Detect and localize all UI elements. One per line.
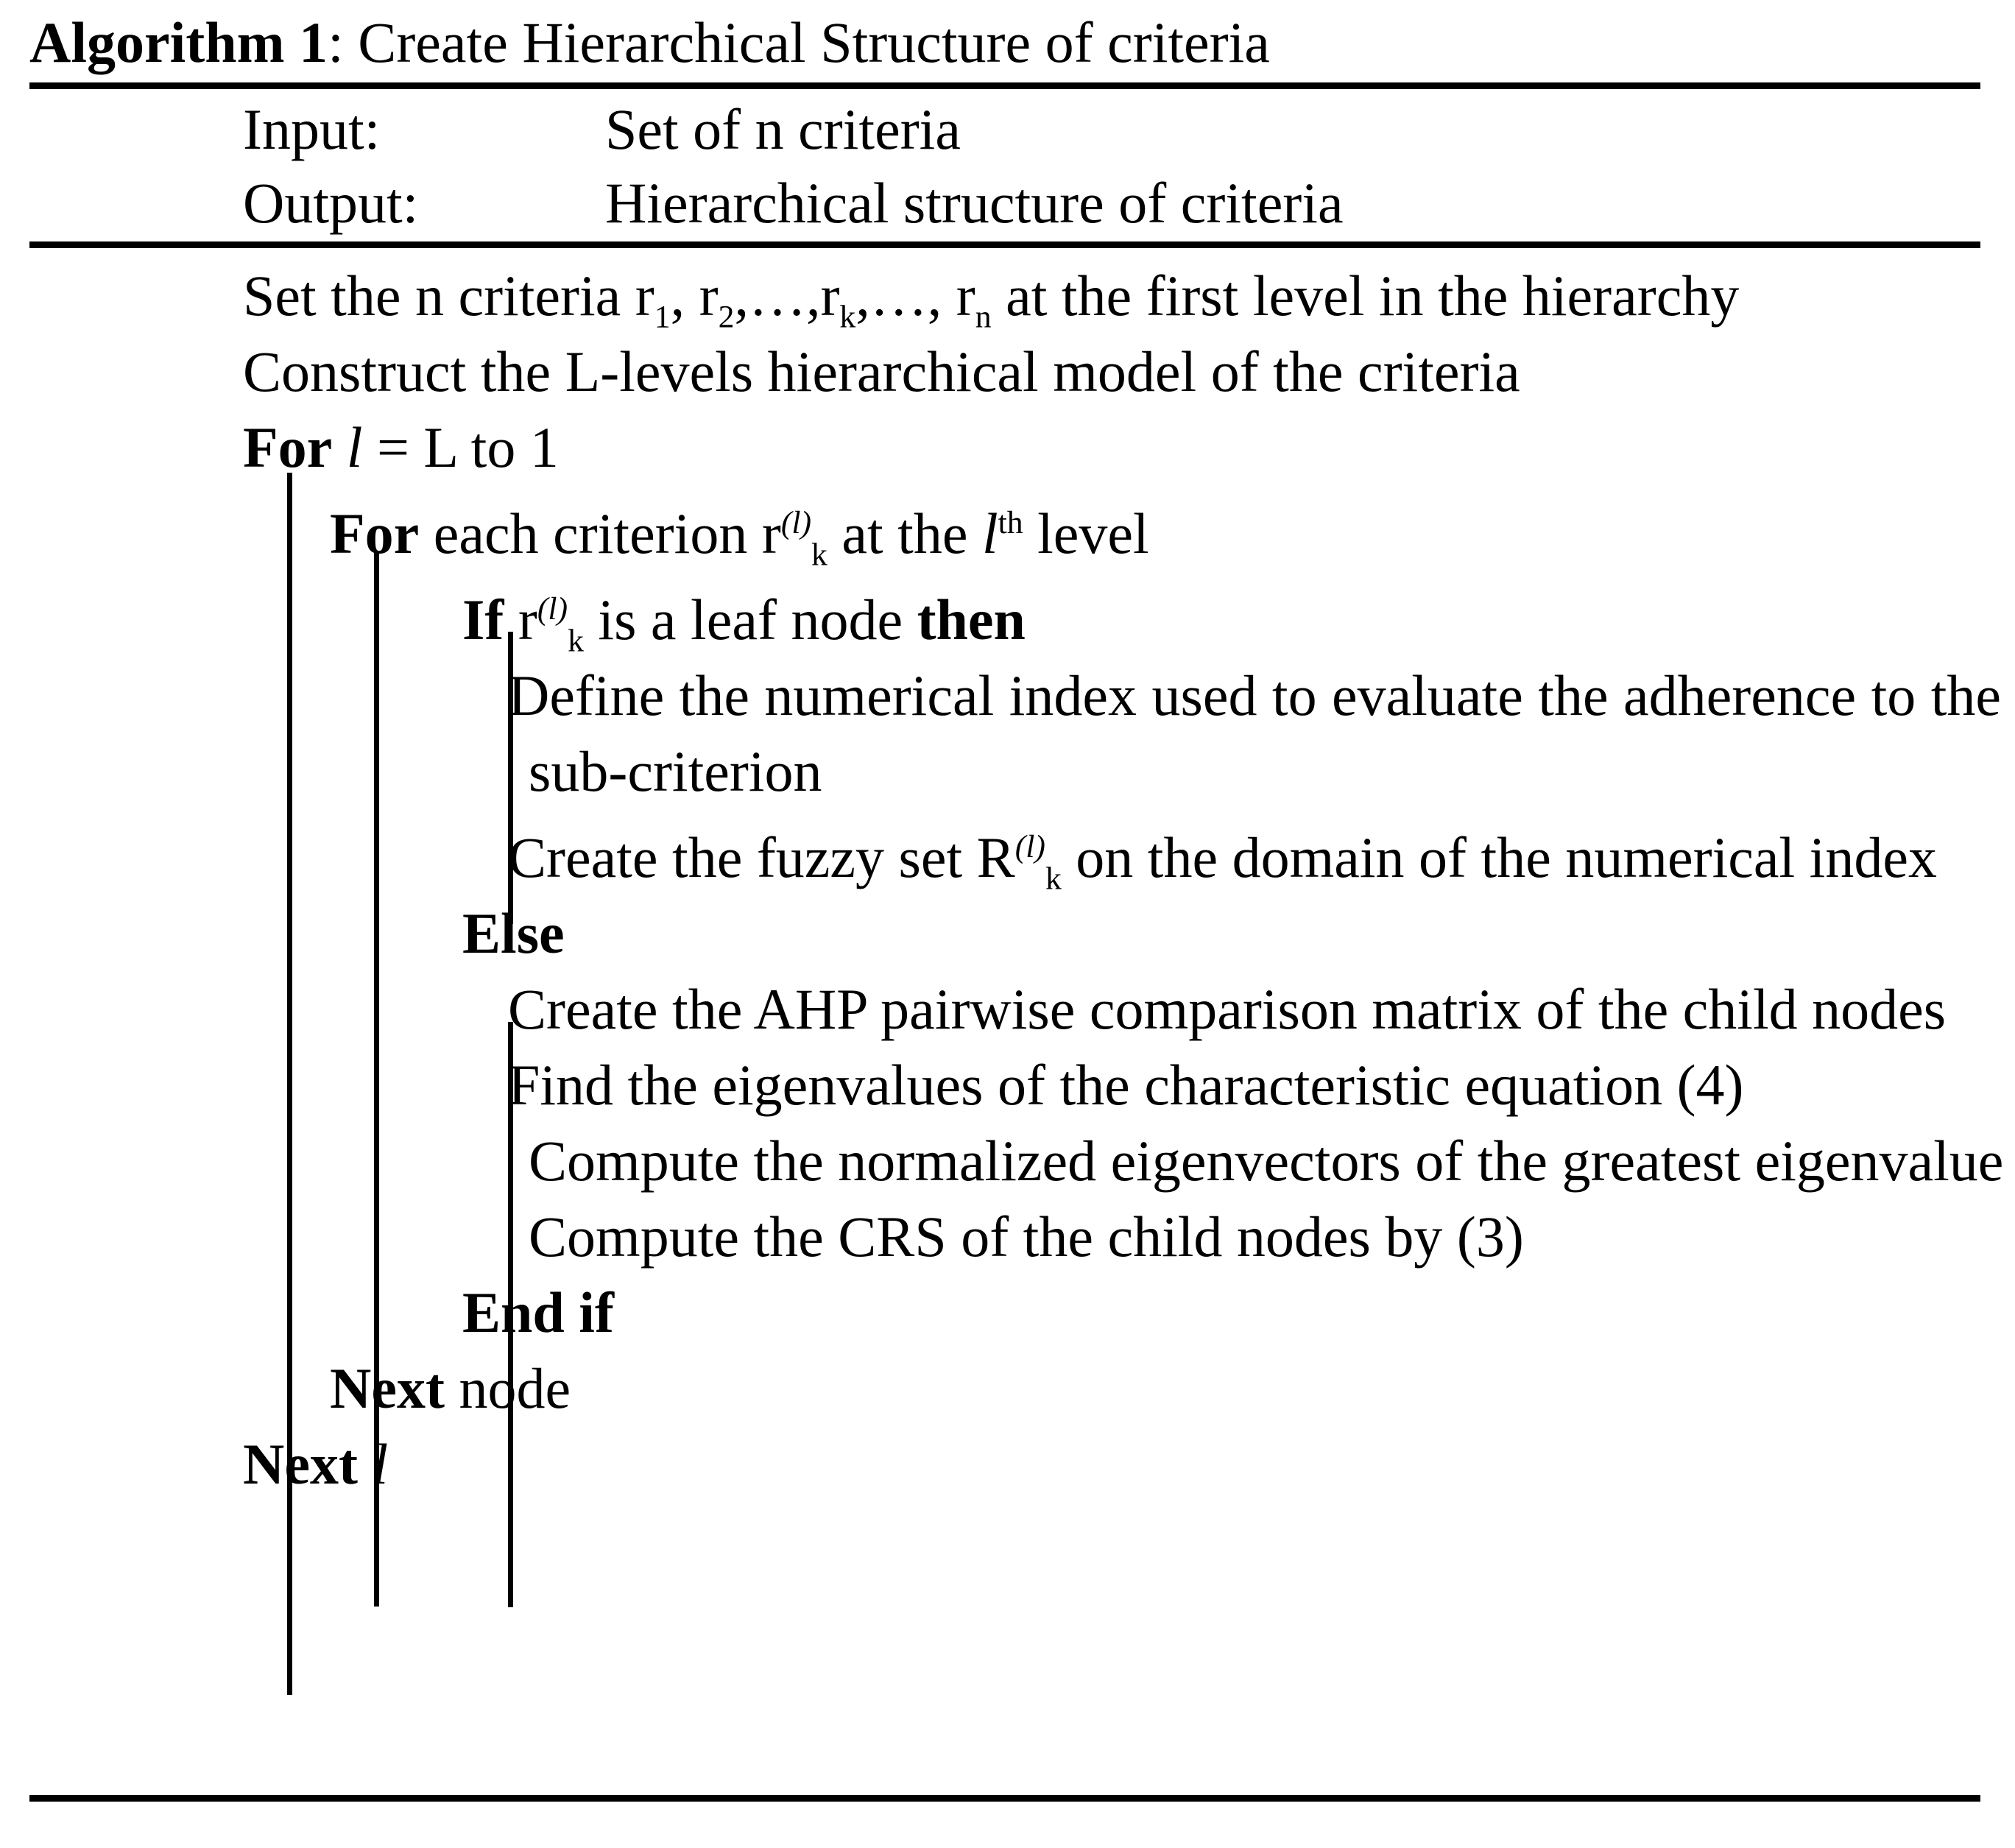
if-keyword: If bbox=[462, 588, 504, 652]
algorithm-title-rest: : Create Hierarchical Structure of criteria bbox=[328, 10, 1270, 74]
step-end-if bbox=[462, 1274, 2015, 1350]
next-keyword: Next bbox=[243, 1432, 358, 1496]
sep-3: ,…, r bbox=[855, 264, 975, 328]
io-row-output bbox=[0, 166, 2015, 240]
io-block bbox=[0, 93, 2015, 240]
step-compute-crs: Compute the CRS of the child nodes by (3) bbox=[529, 1205, 1524, 1269]
if-pre: r bbox=[518, 588, 537, 652]
end-if-rest: if bbox=[579, 1280, 614, 1344]
for-range: = L to 1 bbox=[376, 415, 559, 479]
step-create-fuzzy-set bbox=[508, 809, 2001, 895]
step-for-each-criterion bbox=[330, 485, 2015, 571]
ordinal-th: th bbox=[998, 505, 1023, 540]
step-ahp-matrix: Create the AHP pairwise comparison matrix of the child nodes bbox=[508, 977, 1947, 1041]
for-each-pre: each criterion r bbox=[433, 501, 781, 565]
step-find-eigenvalues: Find the eigenvalues of the characteristic equation (4) bbox=[508, 1053, 1744, 1117]
sub-1: 1 bbox=[654, 299, 671, 335]
input-value: Set of n criteria bbox=[605, 97, 961, 161]
superscript-level: (l) bbox=[537, 591, 568, 627]
algorithm-body bbox=[0, 258, 2015, 1502]
subscript-k: k bbox=[1045, 861, 1062, 897]
step-for-level bbox=[243, 409, 2015, 485]
step-set-criteria bbox=[243, 258, 2015, 334]
step-set-criteria-pre: Set the n criteria r bbox=[243, 264, 654, 328]
io-row-input bbox=[0, 93, 2015, 166]
sep-1: , r bbox=[670, 264, 719, 328]
output-label: Output: bbox=[243, 171, 419, 235]
else-keyword: Else bbox=[462, 901, 565, 965]
loop-var-l: l bbox=[372, 1432, 389, 1496]
fuzzy-pre: Create the fuzzy set R bbox=[508, 825, 1015, 889]
loop-var-l: l bbox=[346, 415, 363, 479]
sub-k: k bbox=[839, 299, 856, 335]
output-value: Hierarchical structure of criteria bbox=[605, 171, 1344, 235]
next-keyword: Next bbox=[330, 1356, 445, 1420]
superscript-level: (l) bbox=[780, 505, 812, 540]
superscript-level: (l) bbox=[1014, 829, 1045, 864]
input-label: Input: bbox=[243, 97, 381, 161]
step-construct-model: Construct the L-levels hierarchical model of the criteria bbox=[243, 339, 1520, 403]
then-keyword: then bbox=[917, 588, 1026, 652]
level-var-l: l bbox=[981, 501, 998, 565]
step-compute-eigenvectors: Compute the normalized eigenvectors of the greatest eigenvalue bbox=[529, 1129, 2004, 1193]
for-keyword: For bbox=[243, 415, 333, 479]
algorithm-title bbox=[29, 6, 1980, 80]
for-each-tail: level bbox=[1037, 501, 1149, 565]
rule-top bbox=[29, 82, 1980, 89]
sep-2: ,…,r bbox=[734, 264, 840, 328]
rule-bottom bbox=[29, 1795, 1980, 1802]
step-next-level bbox=[243, 1426, 2015, 1502]
step-next-node bbox=[330, 1350, 2015, 1426]
subscript-k: k bbox=[568, 623, 584, 659]
sub-2: 2 bbox=[718, 299, 735, 335]
for-each-keyword: For bbox=[330, 501, 420, 565]
step-else bbox=[462, 895, 2015, 971]
sub-n: n bbox=[975, 299, 992, 335]
step-define-index: Define the numerical index used to evaluate the adherence to the sub-criterion bbox=[508, 663, 2001, 803]
step-if-leaf bbox=[462, 571, 2015, 657]
subscript-k: k bbox=[811, 537, 827, 573]
step-set-criteria-tail: at the first level in the hierarchy bbox=[991, 264, 1740, 328]
rule-middle bbox=[29, 241, 1980, 248]
for-each-mid: at the bbox=[841, 501, 968, 565]
next-node-rest: node bbox=[459, 1356, 571, 1420]
fuzzy-tail: on the domain of the numerical index bbox=[1076, 825, 1937, 889]
end-keyword: End bbox=[462, 1280, 565, 1344]
algorithm-title-lead: Algorithm 1 bbox=[29, 10, 328, 74]
if-condition: is a leaf node bbox=[598, 588, 903, 652]
